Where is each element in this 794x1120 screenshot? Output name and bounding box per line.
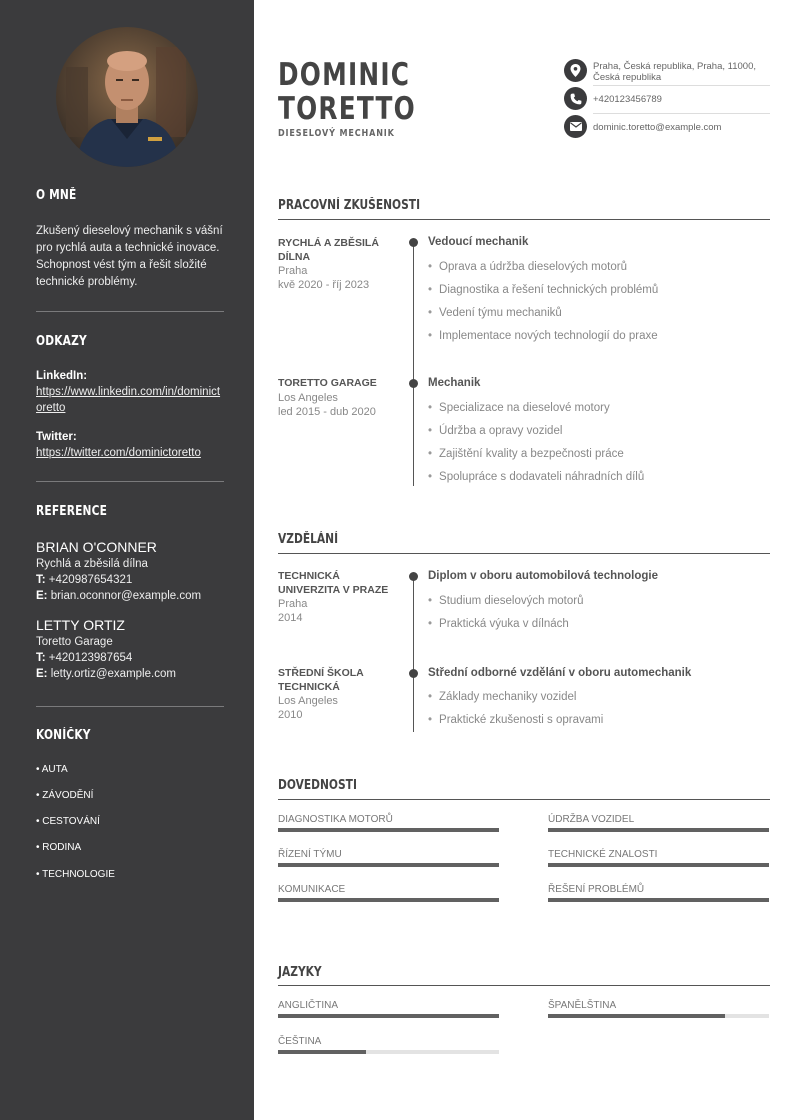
experience-meta xyxy=(278,237,398,292)
duty-item: • Diagnostika a řešení technických problémů xyxy=(428,284,658,296)
language-bar-track xyxy=(548,1014,769,1018)
section-rule xyxy=(278,799,770,800)
hobby-item: • RODINA xyxy=(36,842,82,853)
skill-item xyxy=(548,884,769,902)
employment-dates: led 2015 - dub 2020 xyxy=(278,405,376,418)
hobby-label: TECHNOLOGIE xyxy=(42,869,115,880)
hobbies-heading: KONÍČKY xyxy=(36,728,91,743)
sidebar-divider xyxy=(36,706,224,707)
skill-item xyxy=(548,814,769,832)
sidebar-divider xyxy=(36,481,224,482)
skill-bar-fill xyxy=(548,828,769,832)
language-label: ANGLIČTINA xyxy=(278,1000,339,1011)
language-label: ČEŠTINA xyxy=(278,1036,322,1047)
reference-company: Toretto Garage xyxy=(36,636,113,648)
section-rule xyxy=(278,985,770,986)
timeline-dot xyxy=(409,572,418,581)
skill-label: DIAGNOSTIKA MOTORŮ xyxy=(278,814,393,825)
skill-bar-track xyxy=(548,863,769,867)
phone-icon xyxy=(564,87,587,110)
skill-bar-fill xyxy=(548,898,769,902)
skill-label: ÚDRŽBA VOZIDEL xyxy=(548,814,635,825)
skills-heading: DOVEDNOSTI xyxy=(278,778,357,793)
reference-email-row xyxy=(36,588,236,604)
reference-name: LETTY ORTIZ xyxy=(36,617,125,633)
language-bar-fill xyxy=(278,1050,366,1054)
hobby-label: CESTOVÁNÍ xyxy=(42,816,100,827)
reference-phone-row xyxy=(36,572,236,588)
school-name: TECHNICKÁ UNIVERZITA V PRAZE xyxy=(278,570,389,596)
about-heading: O MNĚ xyxy=(36,188,77,203)
hobby-item: • AUTA xyxy=(36,764,68,775)
skill-item xyxy=(278,849,499,867)
map-pin-icon xyxy=(564,59,587,82)
timeline-line xyxy=(413,242,414,486)
linkedin-url[interactable]: https://www.linkedin.com/in/dominictoretto xyxy=(36,386,221,414)
skill-label: TECHNICKÉ ZNALOSTI xyxy=(548,849,658,860)
reference-phone-row xyxy=(36,650,236,666)
timeline-dot xyxy=(409,238,418,247)
link-linkedin xyxy=(36,368,226,416)
skill-bar-fill xyxy=(548,863,769,867)
reference-email-row xyxy=(36,666,236,682)
study-item: • Praktické zkušenosti s opravami xyxy=(428,714,603,726)
sidebar-divider xyxy=(36,311,224,312)
language-item xyxy=(278,1000,499,1018)
timeline-dot xyxy=(409,379,418,388)
email-label: E: xyxy=(36,668,48,680)
school-name: STŘEDNÍ ŠKOLA TECHNICKÁ xyxy=(278,667,364,693)
employer-name: RYCHLÁ A ZBĚSILÁ DÍLNA xyxy=(278,237,379,263)
skill-bar-fill xyxy=(278,898,499,902)
employer-name: TORETTO GARAGE xyxy=(278,377,377,389)
hobby-item: • TECHNOLOGIE xyxy=(36,869,115,880)
duty-item: • Zajištění kvality a bezpečnosti práce xyxy=(428,448,624,460)
skill-label: ŘÍZENÍ TÝMU xyxy=(278,849,342,860)
degree-title: Diplom v oboru automobilová technologie xyxy=(428,570,659,582)
contact-divider xyxy=(593,85,770,86)
hobby-item: • ZÁVODĚNÍ xyxy=(36,790,94,801)
email-text[interactable]: dominic.toretto@example.com xyxy=(593,122,722,133)
link-label: Twitter: xyxy=(36,431,77,443)
study-item: • Praktická výuka v dílnách xyxy=(428,618,569,630)
duty-item: • Oprava a údržba dieselových motorů xyxy=(428,261,627,273)
job-role: Mechanik xyxy=(428,377,481,389)
reference-email: letty.ortiz@example.com xyxy=(50,668,176,680)
language-bar-fill xyxy=(278,1014,499,1018)
skill-item xyxy=(278,814,499,832)
links-heading: ODKAZY xyxy=(36,334,87,349)
duty-item: • Specializace na dieselové motory xyxy=(428,402,610,414)
language-item xyxy=(548,1000,769,1018)
education-meta xyxy=(278,667,398,722)
reference-email: brian.oconnor@example.com xyxy=(50,590,202,602)
employer-location: Los Angeles xyxy=(278,391,338,404)
name-last: TORETTO xyxy=(278,91,416,127)
school-location: Los Angeles xyxy=(278,695,338,707)
section-rule xyxy=(278,219,770,220)
language-bar-fill xyxy=(548,1014,725,1018)
link-twitter xyxy=(36,429,226,461)
duty-item: • Spolupráce s dodavateli náhradních dílů xyxy=(428,471,644,483)
skill-bar-track xyxy=(278,863,499,867)
envelope-icon xyxy=(564,115,587,138)
reference-company: Rychlá a zběsilá dílna xyxy=(36,558,148,570)
name-first: DOMINIC xyxy=(278,57,411,93)
reference-phone: +420987654321 xyxy=(48,574,133,586)
job-role: Vedoucí mechanik xyxy=(428,236,529,248)
experience-heading: PRACOVNÍ ZKUŠENOSTI xyxy=(278,198,421,213)
skill-bar-track xyxy=(548,828,769,832)
skill-bar-track xyxy=(278,828,499,832)
reference-phone: +420123987654 xyxy=(48,652,133,664)
study-item: • Základy mechaniky vozidel xyxy=(428,691,576,703)
employer-location: Praha xyxy=(278,265,308,277)
section-rule xyxy=(278,553,770,554)
phone-label: T: xyxy=(36,574,46,586)
hobby-label: AUTA xyxy=(41,764,68,775)
graduation-year: 2010 xyxy=(278,709,303,721)
job-title: DIESELOVÝ MECHANIK xyxy=(278,128,395,139)
languages-heading: JAZYKY xyxy=(278,965,322,980)
email-label: E: xyxy=(36,590,48,602)
language-bar-track xyxy=(278,1050,499,1054)
about-text: Zkušený dieselový mechanik s vášní pro rychlá auta a technické inovace. Schopnost vést tým a řešit složité technické problémy. xyxy=(36,225,223,288)
experience-meta xyxy=(278,377,398,419)
hobby-label: RODINA xyxy=(42,842,82,853)
address-text: Praha, Česká republika, Praha, 11000, Česká republika xyxy=(593,61,757,83)
profile-photo-illustration xyxy=(56,27,198,167)
skill-bar-fill xyxy=(278,828,499,832)
sidebar xyxy=(0,0,254,1120)
skill-bar-track xyxy=(278,898,499,902)
skill-item xyxy=(548,849,769,867)
reference-item xyxy=(36,616,236,682)
skill-label: ŘEŠENÍ PROBLÉMŮ xyxy=(548,884,645,895)
skill-bar-fill xyxy=(278,863,499,867)
language-item xyxy=(278,1036,499,1054)
language-label: ŠPANĚLŠTINA xyxy=(548,1000,617,1011)
hobby-item: • CESTOVÁNÍ xyxy=(36,816,100,827)
references-heading: REFERENCE xyxy=(36,504,108,519)
phone-text[interactable]: +420123456789 xyxy=(593,94,662,105)
graduation-year: 2014 xyxy=(278,612,303,624)
degree-title: Střední odborné vzdělání v oboru automechanik xyxy=(428,667,692,679)
hobby-label: ZÁVODĚNÍ xyxy=(42,790,94,801)
study-item: • Studium dieselových motorů xyxy=(428,595,584,607)
contact-divider xyxy=(593,113,770,114)
skill-bar-track xyxy=(548,898,769,902)
profile-photo xyxy=(56,27,198,167)
phone-label: T: xyxy=(36,652,46,664)
reference-name: BRIAN O'CONNER xyxy=(36,539,157,555)
education-meta xyxy=(278,570,398,625)
duty-item: • Implementace nových technologií do praxe xyxy=(428,330,658,342)
twitter-url[interactable]: https://twitter.com/dominictoretto xyxy=(36,447,201,459)
timeline-dot xyxy=(409,669,418,678)
candidate-name xyxy=(278,58,416,126)
skill-label: KOMUNIKACE xyxy=(278,884,346,895)
language-bar-track xyxy=(278,1014,499,1018)
education-heading: VZDĚLÁNÍ xyxy=(278,532,339,547)
employment-dates: kvě 2020 - říj 2023 xyxy=(278,279,370,291)
link-label: LinkedIn: xyxy=(36,370,88,382)
school-location: Praha xyxy=(278,598,308,610)
duty-item: • Vedení týmu mechaniků xyxy=(428,307,562,319)
timeline-line xyxy=(413,576,414,732)
reference-item xyxy=(36,538,236,604)
skill-item xyxy=(278,884,499,902)
duty-item: • Údržba a opravy vozidel xyxy=(428,425,562,437)
